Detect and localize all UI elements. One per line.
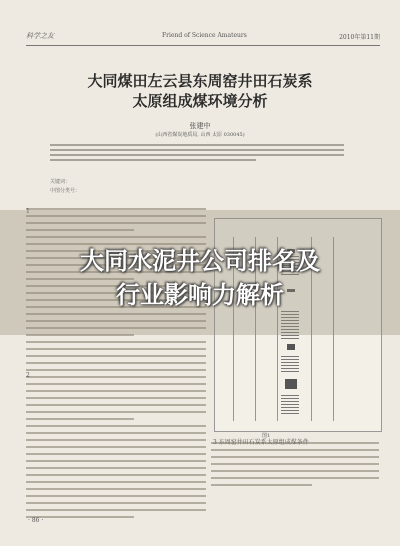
- author-name: 张建中: [189, 122, 211, 130]
- section-1-label: 1: [26, 208, 30, 215]
- article-title-line-1: 大同煤田左云县东周窑井田石炭系: [87, 72, 313, 90]
- keywords-line: 关键词：: [50, 179, 71, 185]
- journal-name: 科学之友: [26, 32, 54, 40]
- classification-line: 中图分类号：: [50, 188, 81, 194]
- overlay-headline-line-2: 行业影响力解析: [116, 281, 284, 309]
- header-rule: [26, 45, 380, 46]
- right-text-column: [211, 442, 379, 491]
- overlay-headline-line-1: 大同水泥井公司排名及: [80, 247, 320, 275]
- issue-label: 2010年第11期: [339, 34, 380, 41]
- author-affiliation: (山西省煤炭地质局, 山西 太原 030045): [155, 132, 245, 138]
- page-number: · 86 ·: [28, 517, 44, 524]
- figure-caption: 图1: [262, 433, 271, 439]
- overlay-headline: [0, 244, 400, 312]
- running-header: [26, 31, 380, 43]
- section-2-label: 2: [26, 372, 30, 379]
- article-title-line-2: 太原组成煤环境分析: [132, 92, 268, 110]
- journal-english-name: Friend of Science Amateurs: [162, 32, 247, 39]
- section-3-heading: 3 东周窑井田石炭系太原组成煤条件: [213, 439, 309, 446]
- abstract-block: [50, 141, 344, 164]
